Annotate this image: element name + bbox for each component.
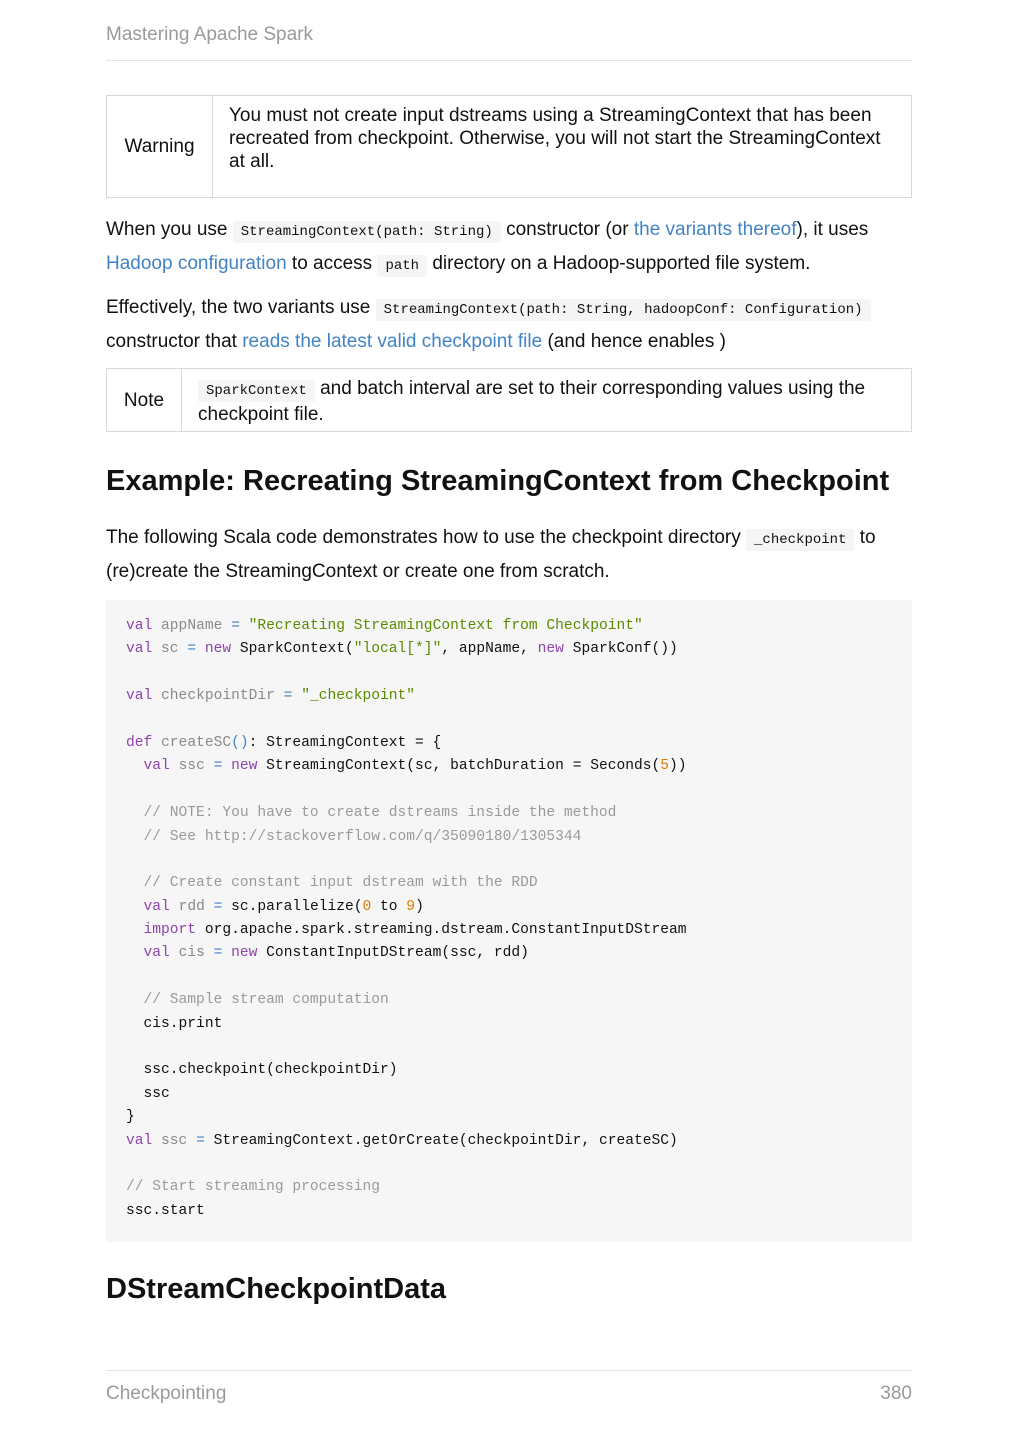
code-block <box>106 600 912 1242</box>
code-line-blank <box>126 1153 892 1176</box>
inline-code: _checkpoint <box>746 529 854 551</box>
code-line-blank <box>126 966 892 989</box>
code-comment: // Start streaming processing <box>126 1179 380 1196</box>
code-line: val cis = new ConstantInputDStream(ssc, rdd) <box>143 945 529 962</box>
code-line: ssc <box>126 1085 170 1102</box>
code-line: val ssc = new StreamingContext(sc, batchDuration = Seconds(5)) <box>143 758 687 775</box>
code-comment: // NOTE: You have to create dstreams inside the method <box>126 805 617 822</box>
section-heading: Example: Recreating StreamingContext from Checkpoint <box>106 465 890 497</box>
running-head-title: Mastering Apache Spark <box>106 24 314 45</box>
section-heading: DStreamCheckpointData <box>106 1273 447 1305</box>
inline-code: StreamingContext(path: String) <box>233 221 501 243</box>
code-line-blank <box>126 709 892 732</box>
note-text: SparkContext and batch interval are set to their corresponding values using the checkpoint file. <box>198 378 866 425</box>
code-line: ssc.start <box>126 1202 205 1219</box>
link-reads-latest-checkpoint[interactable]: reads the latest valid checkpoint file <box>242 331 543 352</box>
code-line: val checkpointDir = "_checkpoint" <box>126 688 416 705</box>
inline-code: path <box>377 255 427 277</box>
page-number: 380 <box>880 1383 912 1404</box>
warning-label: Warning <box>107 96 213 197</box>
code-line: ssc.checkpoint(checkpointDir) <box>126 1062 398 1079</box>
code-line: cis.print <box>126 1015 223 1032</box>
footer-chapter: Checkpointing <box>106 1383 227 1404</box>
note-label: Note <box>107 369 182 431</box>
note-callout <box>106 368 912 432</box>
code-line: import org.apache.spark.streaming.dstream.ConstantInputDStream <box>143 922 687 939</box>
paragraph-constructor: When you use StreamingContext(path: String) constructor (or the variants thereof), it uses Hadoop configuration to access path directory on a Hadoop-supported file system. <box>106 214 912 282</box>
footer-divider <box>106 1370 912 1371</box>
code-line: val ssc = StreamingContext.getOrCreate(checkpointDir, createSC) <box>126 1132 678 1149</box>
header-divider <box>106 60 912 61</box>
code-line: val appName = "Recreating StreamingContext from Checkpoint" <box>126 618 643 634</box>
code-comment: // Create constant input dstream with the RDD <box>126 875 538 892</box>
code-line-blank <box>126 779 892 802</box>
code-comment: // See http://stackoverflow.com/q/35090180/1305344 <box>126 828 582 845</box>
inline-code: StreamingContext(path: String, hadoopConf: Configuration) <box>376 299 871 321</box>
code-line: } <box>126 1109 135 1126</box>
code-line: val sc = new SparkContext("local[*]", appName, new SparkConf()) <box>126 641 678 658</box>
link-variants-thereof[interactable]: the variants thereof <box>633 219 797 240</box>
link-hadoop-configuration[interactable]: Hadoop configuration <box>106 253 287 274</box>
code-comment: // Sample stream computation <box>126 992 389 1009</box>
paragraph-scala-intro: The following Scala code demonstrates how to use the checkpoint directory _checkpoint to (re)create the StreamingContext or create one from scratch. <box>106 527 876 582</box>
inline-code: SparkContext <box>198 380 315 402</box>
code-line-blank <box>126 1036 892 1059</box>
warning-callout <box>106 95 912 198</box>
paragraph-effectively: Effectively, the two variants use StreamingContext(path: String, hadoopConf: Configuration) constructor that reads the latest valid checkpoint file (and hence enables ) <box>106 292 912 357</box>
warning-text: You must not create input dstreams using a StreamingContext that has been recreated from checkpoint. Otherwise, you will not start the StreamingContext at all. <box>229 105 881 172</box>
code-line: val rdd = sc.parallelize(0 to 9) <box>143 898 424 915</box>
code-line-blank <box>126 849 892 872</box>
code-line: def createSC(): StreamingContext = { <box>126 734 442 751</box>
code-line-blank <box>126 662 892 685</box>
